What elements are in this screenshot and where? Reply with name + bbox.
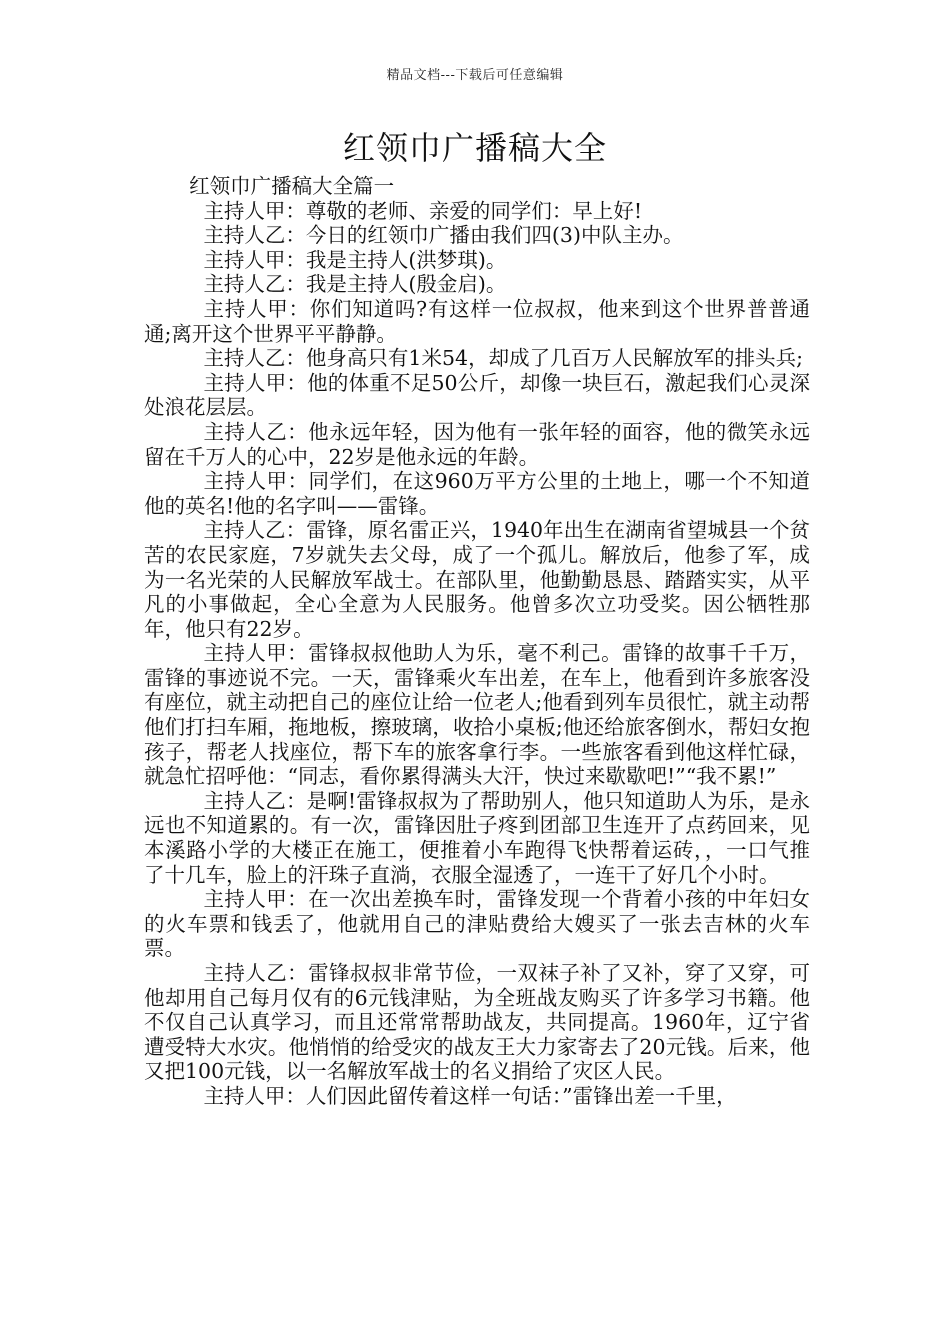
- paragraph: 主持人乙：他永远年轻，因为他有一张年轻的面容，他的微笑永远留在千万人的心中，22岁是他永远的年龄。: [144, 419, 810, 469]
- paragraph: 主持人甲：他的体重不足50公斤，却像一块巨石，激起我们心灵深处浪花层层。: [144, 370, 810, 420]
- paragraph: 主持人乙：他身高只有1米54，却成了几百万人民解放军的排头兵;: [203, 346, 803, 371]
- document-body: [144, 174, 810, 1109]
- header-note: 精品文档---下载后可任意编辑: [386, 68, 564, 83]
- paragraph: 主持人乙：是啊!雷锋叔叔为了帮助别人，他只知道助人为乐，是永远也不知道累的。有一次，雷锋因肚子疼到团部卫生连开了点药回来，见本溪路小学的大楼正在施工，便推着小车跑得飞快帮着运砖，，一口气推了十几车，脸上的汗珠子直淌，衣服全湿透了，一连干了好几个小时。: [144, 788, 810, 887]
- paragraph: 主持人乙：雷锋叔叔非常节俭，一双袜子补了又补，穿了又穿，可他却用自己每月仅有的6元钱津贴，为全班战友购买了许多学习书籍。他不仅自己认真学习，而且还常常帮助战友，共同提高。1960年，辽宁省遭受特大水灾。他悄悄的给受灾的战友王大力家寄去了20元钱。后来，他又把100元钱，以一名解放军战士的名义捐给了灾区人民。: [144, 961, 810, 1084]
- paragraph: 主持人乙：我是主持人(殷金启)。: [203, 272, 507, 297]
- paragraph: 主持人甲：我是主持人(洪梦琪)。: [203, 247, 507, 272]
- document-title: 红领巾广播稿大全: [342, 129, 607, 167]
- paragraph: 主持人甲：雷锋叔叔他助人为乐，毫不利己。雷锋的故事千千万，雷锋的事迹说不完。一天，雷锋乘火车出差，在车上，他看到许多旅客没有座位，就主动把自己的座位让给一位老人;他看到列车员很忙，就主动帮他们打扫车厢，拖地板，擦玻璃，收拾小桌板;他还给旅客倒水，帮妇女抱孩子，帮老人找座位，帮下车的旅客拿行李。一些旅客看到他这样忙碌，就急忙招呼他：“同志，看你累得满头大汗，快过来歇歇吧!”“我不累!”: [144, 641, 810, 789]
- paragraph: 主持人甲：人们因此留传着这样一句话：”雷锋出差一千里，: [203, 1083, 737, 1108]
- paragraph: 主持人甲：尊敬的老师、亲爱的同学们：早上好!: [203, 198, 643, 223]
- paragraph: 主持人乙：雷锋，原名雷正兴，1940年出生在湖南省望城县一个贫苦的农民家庭，7岁就失去父母，成了一个孤儿。解放后，他参了军，成为一名光荣的人民解放军战士。在部队里，他勤勤恳恳、踏踏实实，从平凡的小事做起，全心全意为人民服务。他曾多次立功受奖。因公牺牲那年，他只有22岁。: [144, 518, 810, 641]
- paragraph: 主持人甲：同学们，在这960万平方公里的土地上，哪一个不知道他的英名!他的名字叫——雷锋。: [144, 469, 810, 518]
- paragraph: 主持人乙：今日的红领巾广播由我们四(3)中队主办。: [203, 223, 684, 248]
- section-heading: 红领巾广播稿大全篇一: [189, 174, 395, 198]
- paragraph: 主持人甲：你们知道吗?有这样一位叔叔，他来到这个世界普普通通;离开这个世界平平静静。: [144, 296, 810, 346]
- paragraph: 主持人甲：在一次出差换车时，雷锋发现一个背着小孩的中年妇女的火车票和钱丢了，他就用自己的津贴费给大嫂买了一张去吉林的火车票。: [144, 887, 810, 961]
